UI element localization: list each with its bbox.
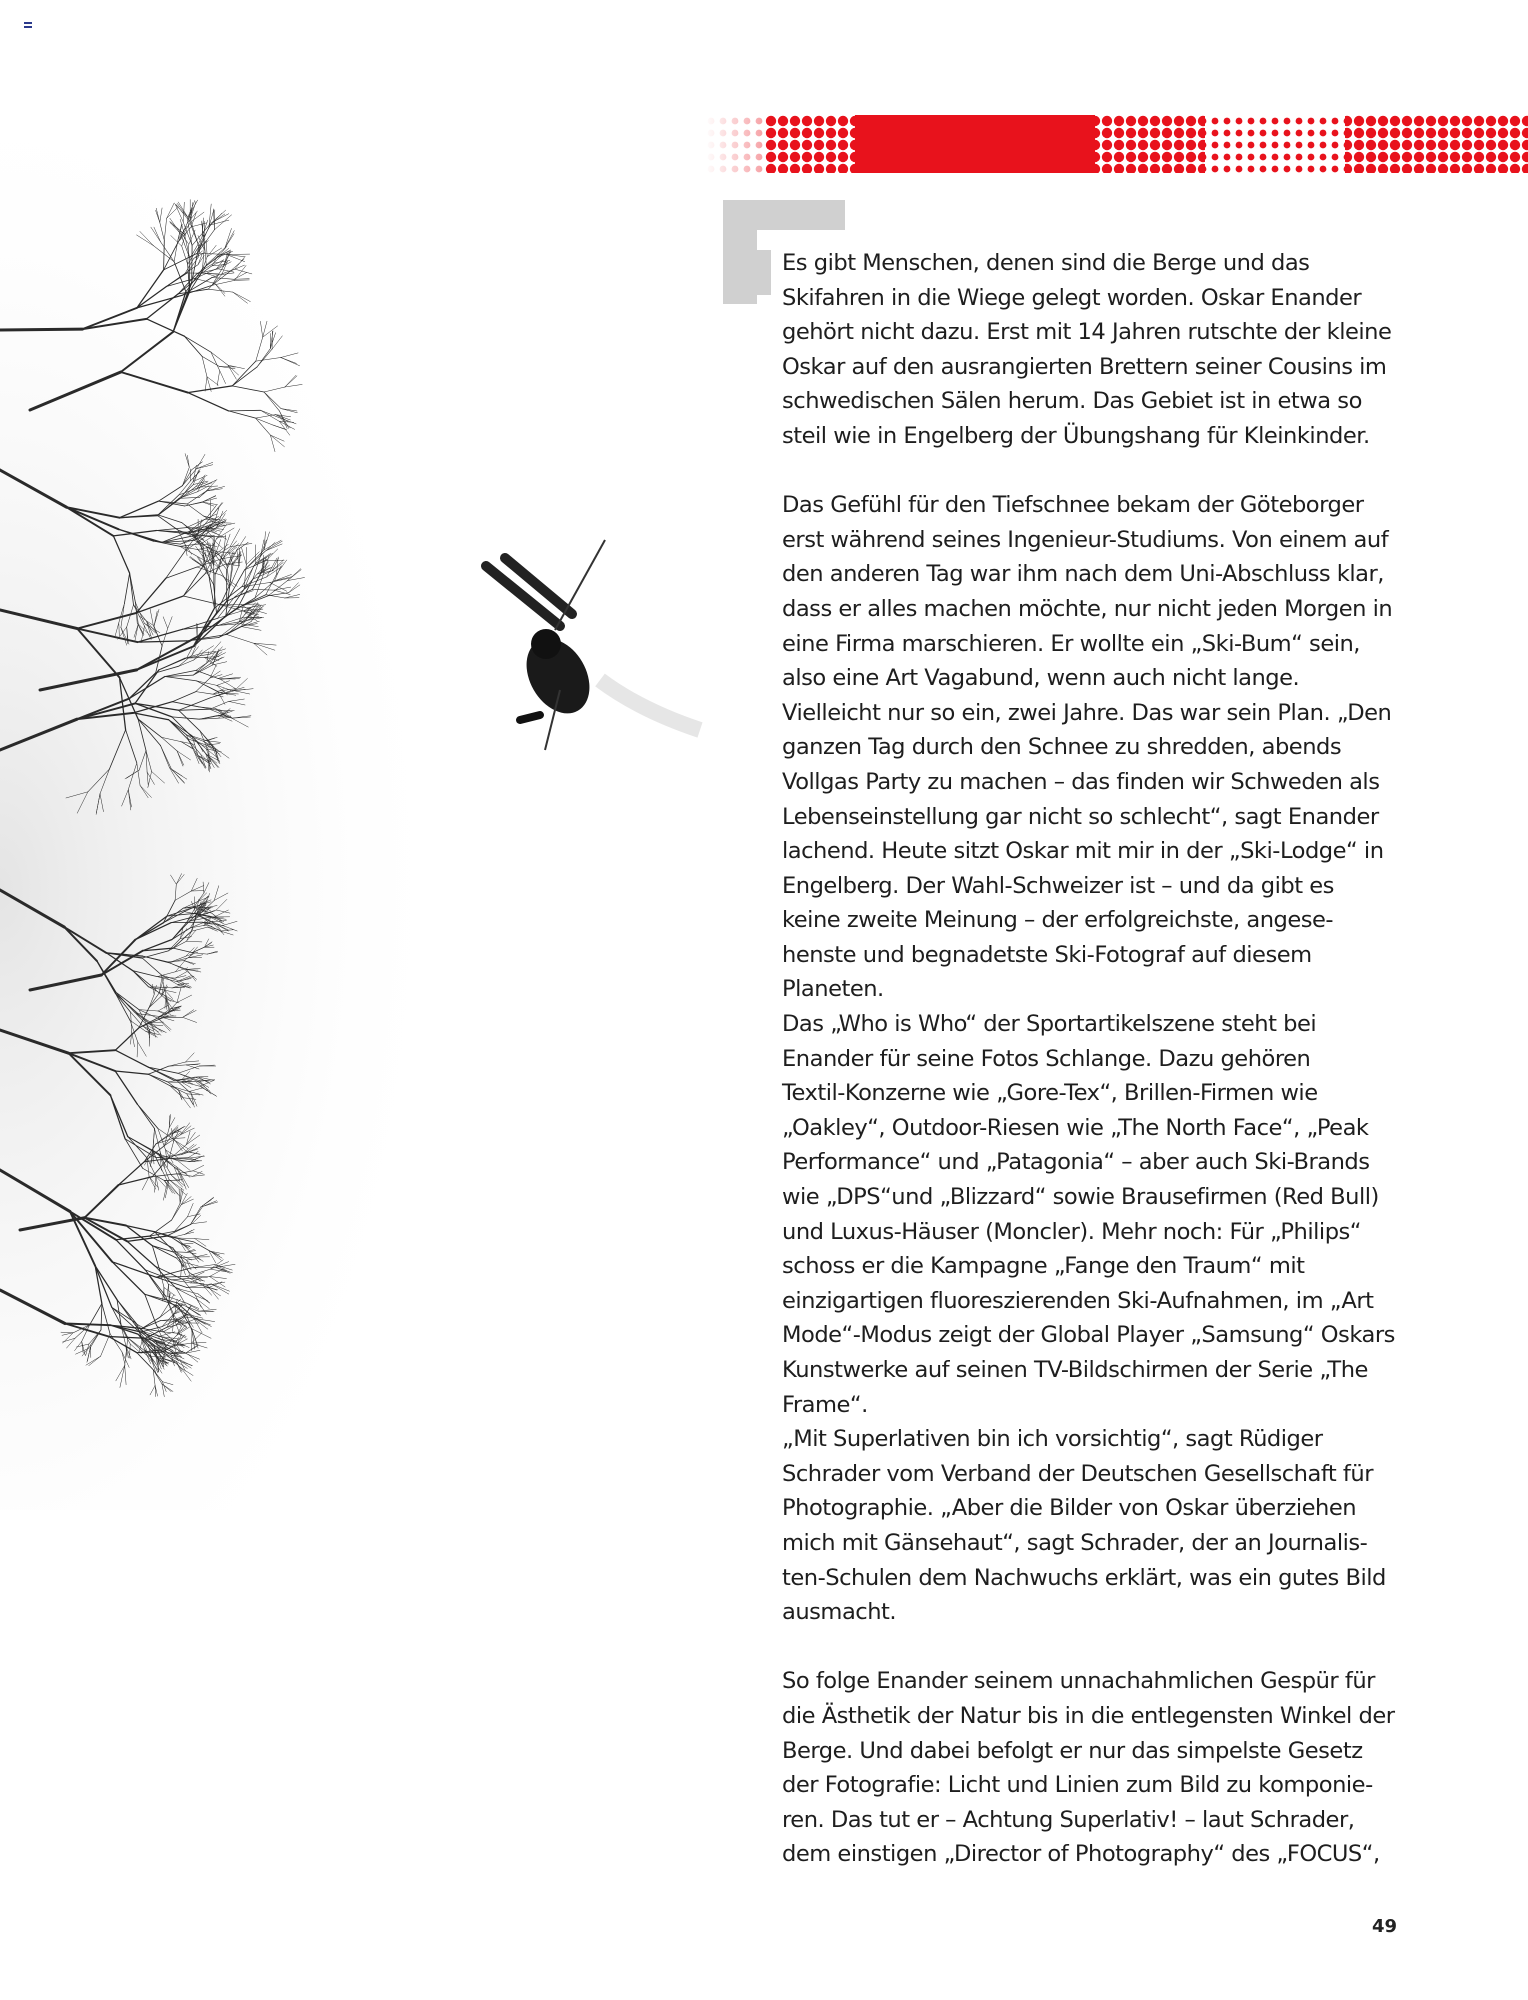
article-line: schwedischen Sälen herum. Das Gebiet ist in etwa so <box>782 388 1362 415</box>
article-line: keine zweite Meinung – der erfolgreichste, angese- <box>782 907 1334 934</box>
article-line: wie „DPS“und „Blizzard“ sowie Brausefirmen (Red Bull) <box>782 1184 1379 1211</box>
article-line: Kunstwerke auf seinen TV-Bildschirmen der Serie „The <box>782 1357 1368 1383</box>
paragraph-gap <box>782 454 1382 489</box>
article-line: steil wie in Engelberg der Übungshang für Kleinkinder. <box>782 422 1370 449</box>
article-line: Vielleicht nur so ein, zwei Jahre. Das war sein Plan. „Den <box>782 699 1392 726</box>
article-line: „Mit Superlativen bin ich vorsichtig“, sagt Rüdiger <box>782 1426 1323 1453</box>
article-line: Enander für seine Fotos Schlange. Dazu gehören <box>782 1045 1311 1072</box>
article-line: schoss er die Kampagne „Fange den Traum“ mit <box>782 1253 1305 1280</box>
article-line: Es gibt Menschen, denen sind die Berge und das <box>782 250 1310 276</box>
page-number: 49 <box>1372 1916 1398 1937</box>
article-line: Das „Who is Who“ der Sportartikelszene steht bei <box>782 1011 1317 1038</box>
article-line: Vollgas Party zu machen – das finden wir Schweden als <box>782 768 1380 795</box>
article-line: eine Firma marschieren. Er wollte ein „Ski-Bum“ sein, <box>782 630 1360 657</box>
article-line: die Ästhetik der Natur bis in die entlegensten Winkel der <box>782 1702 1395 1729</box>
article-line: Oskar auf den ausrangierten Brettern seiner Cousins im <box>782 353 1387 380</box>
article-line: „Oakley“, Outdoor-Riesen wie „The North Face“, „Peak <box>782 1114 1369 1141</box>
article-line: Engelberg. Der Wahl-Schweizer ist – und da gibt es <box>782 872 1334 899</box>
tree-branch <box>0 329 82 330</box>
article-line: ren. Das tut er – Achtung Superlativ! – laut Schrader, <box>782 1806 1355 1833</box>
article-line: ganzen Tag durch den Schnee zu shredden, abends <box>782 734 1342 761</box>
article-body <box>782 246 1395 1872</box>
article-line: der Fotografie: Licht und Linien zum Bild zu komponie- <box>782 1772 1373 1799</box>
article-line: Schrader vom Verband der Deutschen Gesellschaft für <box>782 1460 1373 1487</box>
article-line: erst während seines Ingenieur-Studiums. Von einem auf <box>782 526 1389 553</box>
article-line: henste und begnadetste Ski-Fotograf auf diesem <box>782 941 1312 968</box>
article-line: So folge Enander seinem unnachahmlichen Gespür für <box>782 1668 1375 1695</box>
article-line: Photographie. „Aber die Bilder von Oskar überziehen <box>782 1495 1357 1522</box>
article-line: Berge. Und dabei befolgt er nur das simpelste Gesetz <box>782 1737 1363 1764</box>
article-line: mich mit Gänsehaut“, sagt Schrader, der an Journalis- <box>782 1529 1368 1556</box>
article-line: Performance“ und „Patagonia“ – aber auch Ski-Brands <box>782 1149 1370 1176</box>
article-line: Das Gefühl für den Tiefschnee bekam der Göteborger <box>782 492 1364 519</box>
menu-icon[interactable] <box>24 22 32 32</box>
article-line: dass er alles machen möchte, nur nicht jeden Morgen in <box>782 595 1393 622</box>
red-halftone-band <box>705 115 1528 173</box>
article-line: Lebenseinstellung gar nicht so schlecht“, sagt Enander <box>782 803 1379 830</box>
article-line: ausmacht. <box>782 1599 897 1626</box>
article-line: ten-Schulen dem Nachwuchs erklärt, was ein gutes Bild <box>782 1564 1386 1591</box>
article-line: Frame“. <box>782 1391 868 1418</box>
article-line: einzigartigen fluoreszierenden Ski-Aufnahmen, im „Art <box>782 1287 1374 1314</box>
article-line: Skifahren in die Wiege gelegt worden. Oskar Enander <box>782 284 1362 311</box>
article-line: den anderen Tag war ihm nach dem Uni-Abschluss klar, <box>782 561 1384 588</box>
article-line: lachend. Heute sitzt Oskar mit mir in der „Ski-Lodge“ in <box>782 838 1384 865</box>
article-line: also eine Art Vagabund, wenn auch nicht lange. <box>782 665 1300 692</box>
snow-forest-skier-photo <box>0 130 760 1510</box>
article-line: und Luxus-Häuser (Moncler). Mehr noch: Für „Philips“ <box>782 1218 1362 1245</box>
article-line: dem einstigen „Director of Photography“ des „FOCUS“, <box>782 1841 1380 1868</box>
article-line: Planeten. <box>782 976 884 1003</box>
article-line: Mode“-Modus zeigt der Global Player „Samsung“ Oskars <box>782 1322 1395 1349</box>
article-line: Textil-Konzerne wie „Gore-Tex“, Brillen-Firmen wie <box>782 1080 1318 1107</box>
paragraph-gap <box>782 1630 1382 1665</box>
article-line: gehört nicht dazu. Erst mit 14 Jahren rutschte der kleine <box>782 319 1392 346</box>
